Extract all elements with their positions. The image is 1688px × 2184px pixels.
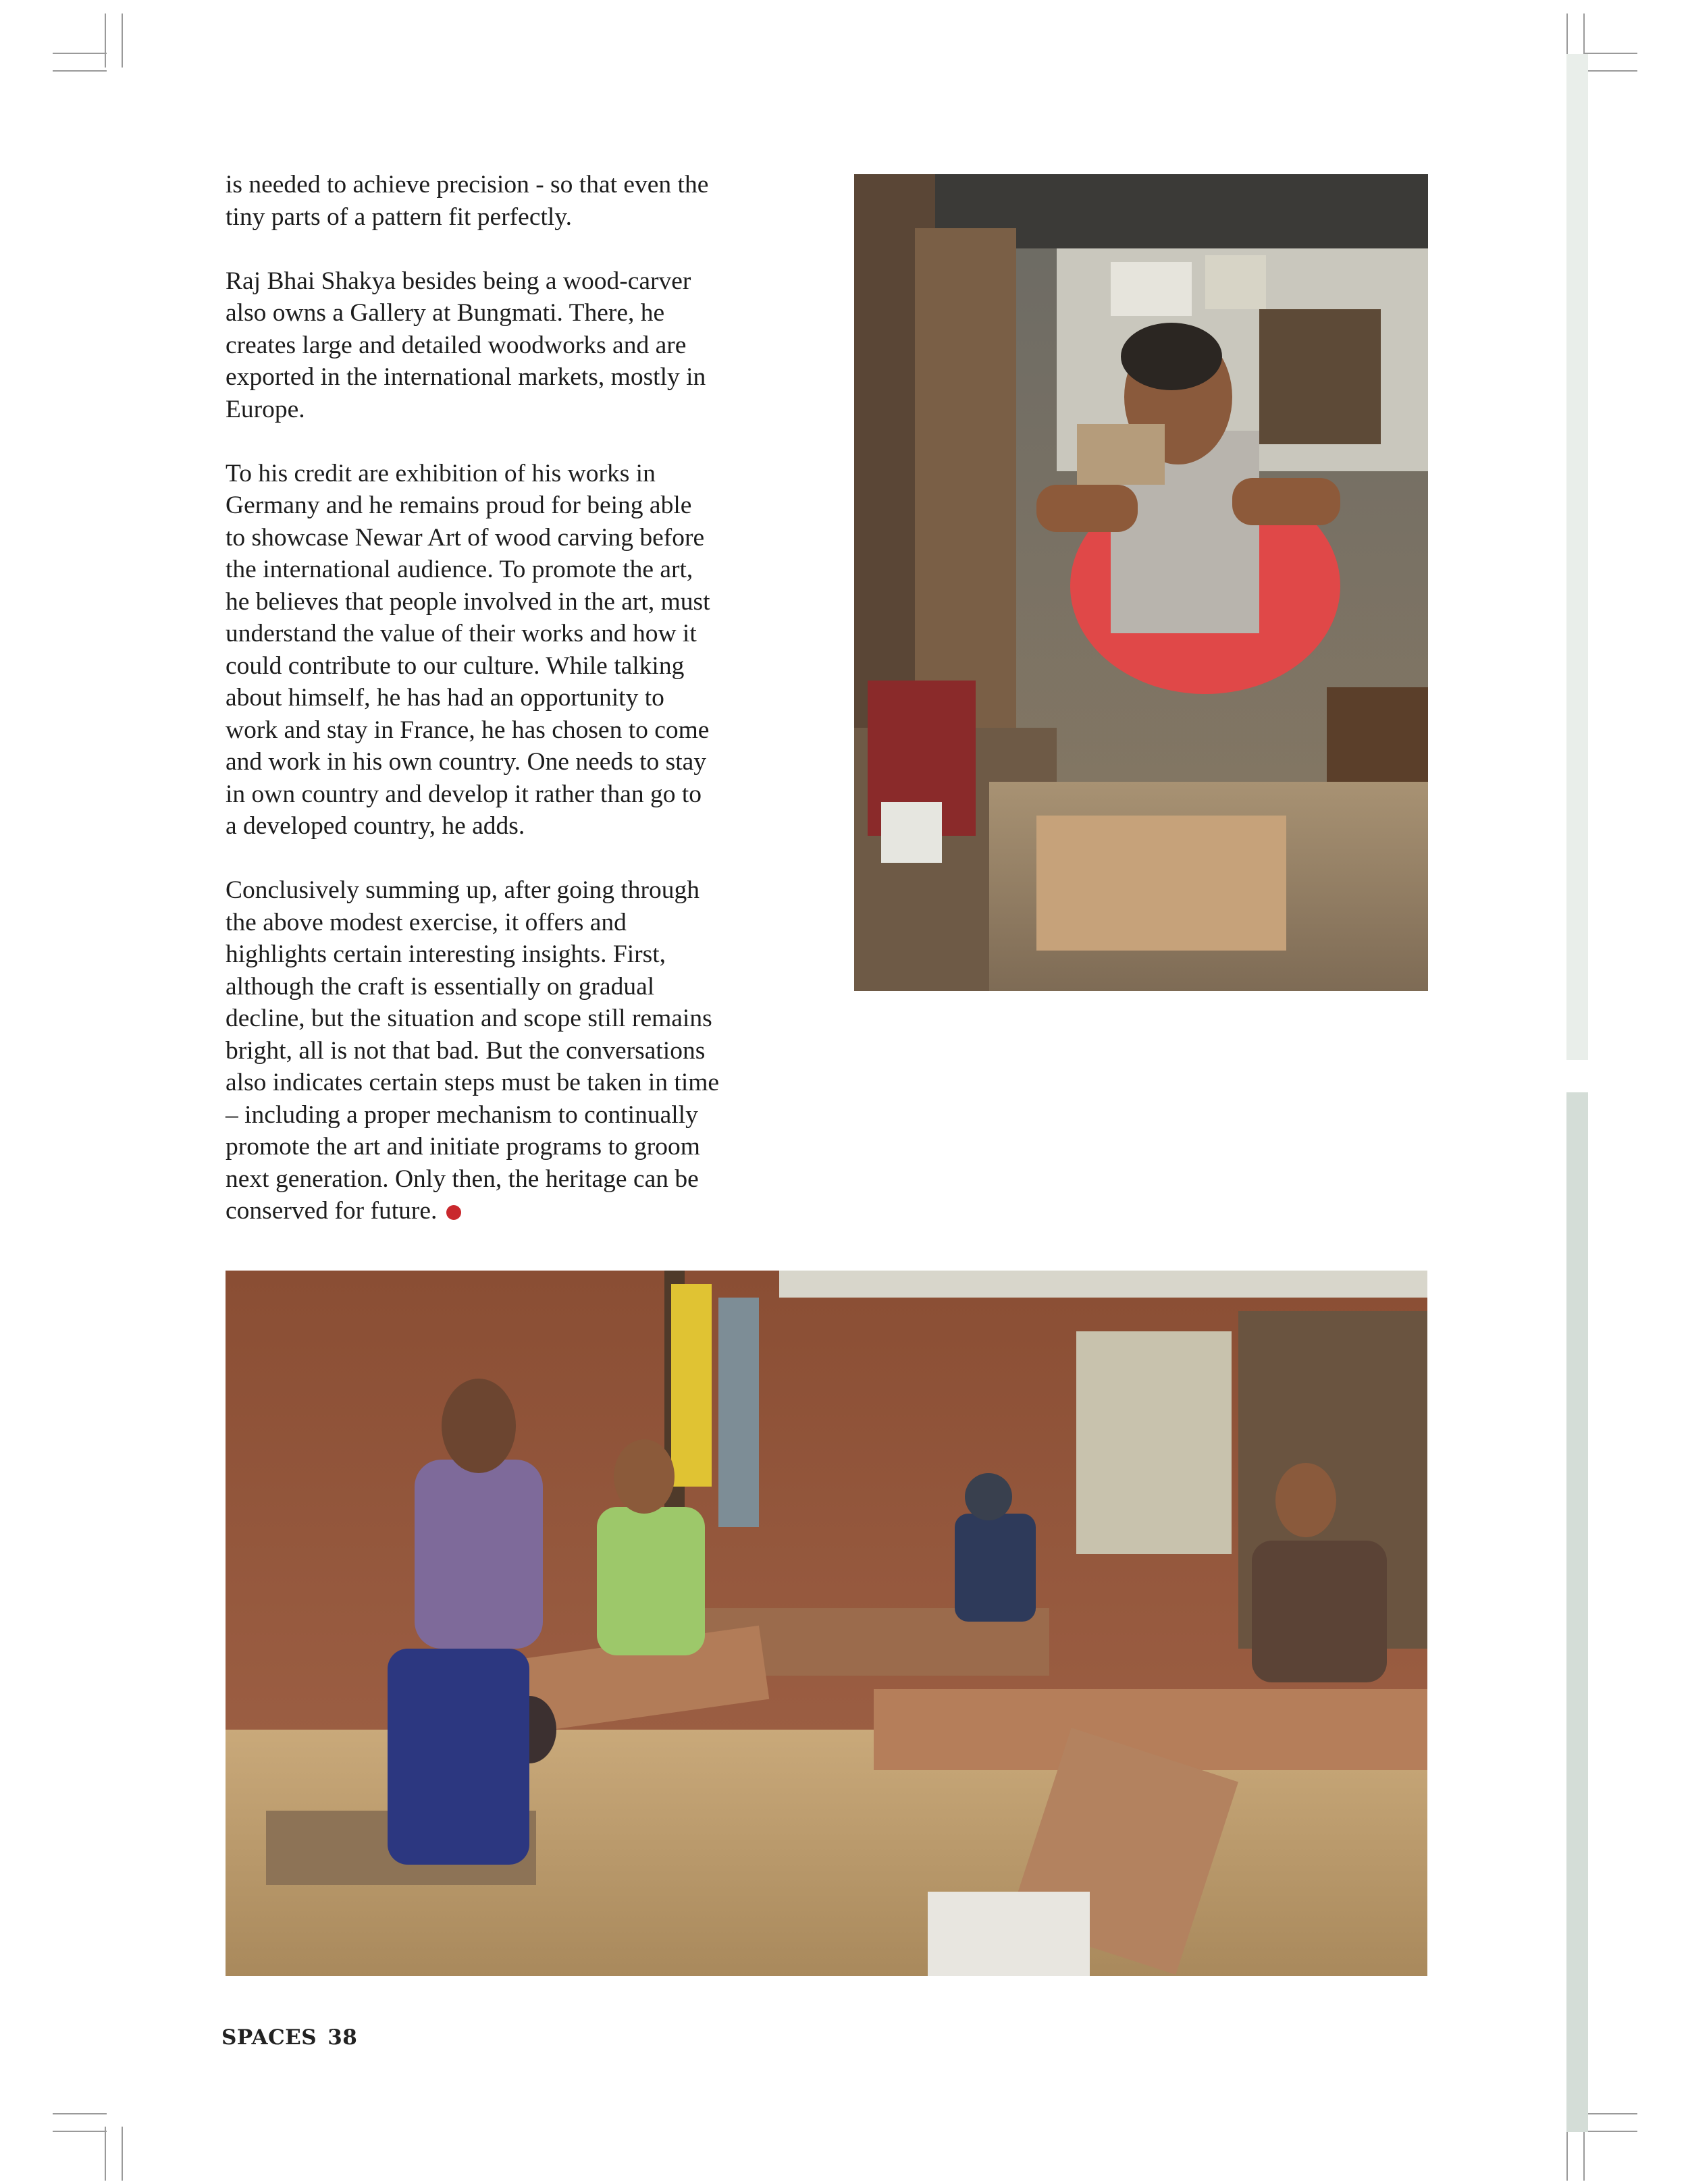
end-mark-dot bbox=[446, 1205, 461, 1220]
page-edge-strip-bottom bbox=[1566, 1092, 1588, 2132]
conclusion-text: Conclusively summing up, after going through the above modest exercise, it offers and highlights certain interesting insights. First, although the craft is essentially on gradual decline, but the situation and scope still remains bright, all is not that bad. But the conversations also indicates certain steps must be taken in time – including a proper mechanism to continually promote the art and initiate programs to groom next generation. Only then, the heritage can be conserved for future. bbox=[226, 876, 720, 1225]
crop-mark bbox=[53, 53, 107, 54]
crop-mark bbox=[53, 2131, 107, 2132]
crop-mark bbox=[1583, 2127, 1585, 2181]
paragraph-exhibition: To his credit are exhibition of his works in Germany and he remains proud for being able to showcase Newar Art of wood carving before the international audience. To promote the art, he believes that people involved in the art, must understand the value of their works and how it could contribute to our culture. While talking about himself, he has had an opportunity to work and stay in France, he has chosen to come and work in his own country. One needs to stay in own country and develop it rather than go to a developed country, he adds. bbox=[226, 459, 710, 840]
crop-mark bbox=[53, 2113, 107, 2114]
crop-mark bbox=[1583, 2131, 1637, 2132]
crop-mark bbox=[105, 14, 106, 68]
crop-mark bbox=[1583, 53, 1637, 54]
page-edge-strip-top bbox=[1566, 54, 1588, 1060]
paragraph-gallery: Raj Bhai Shakya besides being a wood-carver also owns a Gallery at Bungmati. There, he creates large and detailed woodworks and are exported in the international markets, mostly in Europe. bbox=[226, 267, 706, 423]
page-number: 38 bbox=[327, 2025, 358, 2050]
crop-mark bbox=[1583, 2113, 1637, 2114]
photo-woodcarver-carving bbox=[854, 174, 1428, 991]
crop-mark bbox=[122, 2127, 123, 2181]
paragraph-conclusion bbox=[226, 874, 813, 1227]
photo-workshop-carvers bbox=[226, 1271, 1427, 1976]
crop-mark bbox=[105, 2127, 106, 2181]
crop-mark bbox=[1583, 70, 1637, 72]
page-footer bbox=[221, 2025, 368, 2050]
magazine-name: SPACES bbox=[221, 2025, 317, 2050]
crop-mark bbox=[53, 70, 107, 72]
article-body bbox=[226, 169, 813, 1227]
paragraph-precision: is needed to achieve precision - so that even the tiny parts of a pattern fit perfectly. bbox=[226, 171, 709, 231]
crop-mark bbox=[1566, 2127, 1568, 2181]
crop-mark bbox=[122, 14, 123, 68]
